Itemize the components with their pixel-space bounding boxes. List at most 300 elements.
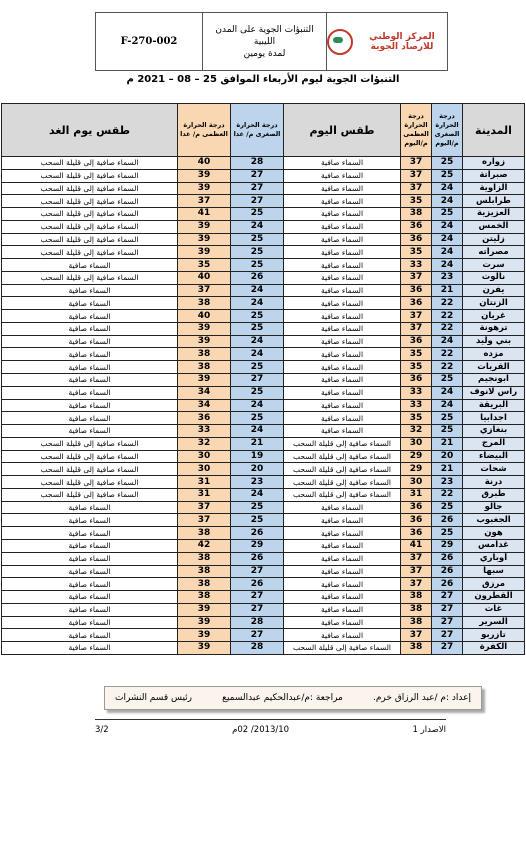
max-tomorrow-cell: 42 <box>178 539 231 552</box>
weather-today-cell: السماء صافية <box>284 195 401 208</box>
min-today-cell: 24 <box>432 233 463 246</box>
issue-date: 2013/10/ 02م <box>232 725 290 735</box>
max-today-cell: 35 <box>401 412 432 425</box>
min-today-cell: 20 <box>432 450 463 463</box>
max-tomorrow-cell: 39 <box>178 246 231 259</box>
min-today-cell: 24 <box>432 259 463 272</box>
table-row <box>2 603 525 616</box>
max-tomorrow-cell: 39 <box>178 182 231 195</box>
min-today-cell: 21 <box>432 284 463 297</box>
max-tomorrow-cell: 40 <box>178 157 231 170</box>
max-tomorrow-cell: 36 <box>178 412 231 425</box>
weather-today-cell: السماء صافية <box>284 514 401 527</box>
max-tomorrow-cell: 34 <box>178 399 231 412</box>
weather-tomorrow-cell: السماء صافية <box>2 310 178 323</box>
min-tomorrow-cell: 25 <box>231 310 284 323</box>
weather-tomorrow-cell: السماء صافية إلى قليلة السحب <box>2 463 178 476</box>
min-today-cell: 25 <box>432 157 463 170</box>
max-today-cell: 37 <box>401 578 432 591</box>
max-tomorrow-cell: 38 <box>178 527 231 540</box>
max-today-cell: 38 <box>401 616 432 629</box>
weather-today-cell: السماء صافية <box>284 348 401 361</box>
weather-tomorrow-cell: السماء صافية <box>2 386 178 399</box>
min-tomorrow-cell: 28 <box>231 157 284 170</box>
max-tomorrow-cell: 38 <box>178 297 231 310</box>
issue-number: الاصدار 1 <box>412 725 446 735</box>
weather-today-cell: السماء صافية <box>284 246 401 259</box>
max-today-cell: 36 <box>401 233 432 246</box>
city-cell: الزنتان <box>463 297 525 310</box>
min-tomorrow-cell: 29 <box>231 539 284 552</box>
weather-tomorrow-cell: السماء صافية <box>2 552 178 565</box>
city-cell: هون <box>463 527 525 540</box>
weather-tomorrow-cell: السماء صافية <box>2 361 178 374</box>
city-cell: العزيزية <box>463 208 525 221</box>
weather-today-cell: السماء صافية <box>284 374 401 387</box>
min-tomorrow-cell: 24 <box>231 220 284 233</box>
col-max-tomorrow: درجة الحرارة العظمى م/ غدا <box>178 104 231 157</box>
table-row <box>2 476 525 489</box>
weather-tomorrow-cell: السماء صافية <box>2 539 178 552</box>
max-today-cell: 37 <box>401 552 432 565</box>
max-tomorrow-cell: 35 <box>178 259 231 272</box>
max-today-cell: 37 <box>401 565 432 578</box>
min-today-cell: 25 <box>432 169 463 182</box>
table-row <box>2 220 525 233</box>
min-today-cell: 24 <box>432 386 463 399</box>
page-footer <box>95 725 446 735</box>
min-today-cell: 24 <box>432 182 463 195</box>
max-tomorrow-cell: 41 <box>178 208 231 221</box>
min-tomorrow-cell: 27 <box>231 629 284 642</box>
weather-today-cell: السماء صافية <box>284 322 401 335</box>
page-number: 3/2 <box>95 725 109 735</box>
city-cell: شحات <box>463 463 525 476</box>
table-row <box>2 361 525 374</box>
table-row <box>2 437 525 450</box>
max-today-cell: 35 <box>401 348 432 361</box>
table-row <box>2 259 525 272</box>
min-today-cell: 27 <box>432 603 463 616</box>
weather-tomorrow-cell: السماء صافية <box>2 399 178 412</box>
min-today-cell: 25 <box>432 208 463 221</box>
max-today-cell: 36 <box>401 297 432 310</box>
city-cell: زليتن <box>463 233 525 246</box>
min-tomorrow-cell: 26 <box>231 552 284 565</box>
table-row <box>2 297 525 310</box>
city-cell: ترهونة <box>463 322 525 335</box>
weather-tomorrow-cell: السماء صافية <box>2 322 178 335</box>
weather-today-cell: السماء صافية <box>284 157 401 170</box>
weather-tomorrow-cell: السماء صافية إلى قليلة السحب <box>2 488 178 501</box>
min-today-cell: 23 <box>432 271 463 284</box>
weather-today-cell: السماء صافية <box>284 335 401 348</box>
min-tomorrow-cell: 26 <box>231 527 284 540</box>
weather-today-cell: السماء صافية <box>284 552 401 565</box>
min-tomorrow-cell: 26 <box>231 578 284 591</box>
min-today-cell: 22 <box>432 297 463 310</box>
max-tomorrow-cell: 39 <box>178 220 231 233</box>
city-cell: طبرق <box>463 488 525 501</box>
city-cell: البيضاء <box>463 450 525 463</box>
city-cell: غات <box>463 603 525 616</box>
weather-tomorrow-cell: السماء صافية <box>2 412 178 425</box>
min-today-cell: 22 <box>432 322 463 335</box>
weather-today-cell: السماء صافية <box>284 565 401 578</box>
max-today-cell: 37 <box>401 271 432 284</box>
min-tomorrow-cell: 19 <box>231 450 284 463</box>
weather-tomorrow-cell: السماء صافية إلى قليلة السحب <box>2 450 178 463</box>
weather-tomorrow-cell: السماء صافية <box>2 527 178 540</box>
head-of-section: رئيس قسم النشرات <box>115 693 193 703</box>
max-tomorrow-cell: 30 <box>178 450 231 463</box>
reviewed-by: مراجعة :م/عبدالحكيم عبدالسميع <box>222 693 343 703</box>
table-row <box>2 629 525 642</box>
min-today-cell: 24 <box>432 335 463 348</box>
city-cell: مزده <box>463 348 525 361</box>
org-name: المركز الوطني للارصاد الجوية <box>369 31 435 52</box>
weather-today-cell: السماء صافية <box>284 259 401 272</box>
max-today-cell: 38 <box>401 208 432 221</box>
max-tomorrow-cell: 39 <box>178 322 231 335</box>
table-row <box>2 539 525 552</box>
table-row <box>2 157 525 170</box>
max-today-cell: 36 <box>401 220 432 233</box>
min-tomorrow-cell: 27 <box>231 169 284 182</box>
forecast-table <box>1 103 525 655</box>
min-tomorrow-cell: 26 <box>231 271 284 284</box>
table-row <box>2 450 525 463</box>
doc-title: التنبؤات الجوية ليوم الأربعاء الموافق 25 – 08 – 2021 م <box>126 74 400 85</box>
weather-tomorrow-cell: السماء صافية إلى قليلة السحب <box>2 437 178 450</box>
min-tomorrow-cell: 28 <box>231 642 284 655</box>
max-today-cell: 35 <box>401 246 432 259</box>
max-tomorrow-cell: 39 <box>178 374 231 387</box>
table-header-row <box>2 104 525 157</box>
table-row <box>2 271 525 284</box>
weather-today-cell: السماء صافية <box>284 616 401 629</box>
weather-today-cell: السماء صافية إلى قليلة السحب <box>284 437 401 450</box>
max-today-cell: 32 <box>401 425 432 438</box>
max-tomorrow-cell: 37 <box>178 501 231 514</box>
table-row <box>2 501 525 514</box>
max-today-cell: 37 <box>401 157 432 170</box>
weather-today-cell: السماء صافية <box>284 399 401 412</box>
max-today-cell: 37 <box>401 310 432 323</box>
table-row <box>2 399 525 412</box>
table-body <box>2 157 525 655</box>
table-row <box>2 374 525 387</box>
weather-tomorrow-cell: السماء صافية إلى قليلة السحب <box>2 169 178 182</box>
max-today-cell: 38 <box>401 591 432 604</box>
table-row <box>2 208 525 221</box>
max-tomorrow-cell: 38 <box>178 591 231 604</box>
max-tomorrow-cell: 39 <box>178 169 231 182</box>
min-today-cell: 27 <box>432 642 463 655</box>
max-today-cell: 36 <box>401 514 432 527</box>
col-min-tomorrow: درجة الحرارة الصغرى م/ غدا <box>231 104 284 157</box>
min-tomorrow-cell: 23 <box>231 476 284 489</box>
weather-tomorrow-cell: السماء صافية <box>2 297 178 310</box>
max-tomorrow-cell: 38 <box>178 578 231 591</box>
prepared-by: إعداد :م /عبد الرزاق خرم. <box>373 693 471 703</box>
min-tomorrow-cell: 25 <box>231 514 284 527</box>
min-today-cell: 24 <box>432 399 463 412</box>
weather-today-cell: السماء صافية إلى قليلة السحب <box>284 488 401 501</box>
table-row <box>2 578 525 591</box>
min-tomorrow-cell: 24 <box>231 425 284 438</box>
weather-today-cell: السماء صافية <box>284 501 401 514</box>
weather-today-cell: السماء صافية <box>284 425 401 438</box>
max-today-cell: 36 <box>401 374 432 387</box>
city-cell: يفرن <box>463 284 525 297</box>
weather-today-cell: السماء صافية <box>284 386 401 399</box>
max-today-cell: 33 <box>401 259 432 272</box>
city-cell: الكفرة <box>463 642 525 655</box>
document-header <box>95 12 448 71</box>
min-today-cell: 27 <box>432 629 463 642</box>
max-today-cell: 38 <box>401 642 432 655</box>
footer-divider <box>95 719 446 720</box>
table-row <box>2 552 525 565</box>
min-today-cell: 29 <box>432 539 463 552</box>
table-row <box>2 246 525 259</box>
city-cell: راس لانوف <box>463 386 525 399</box>
max-tomorrow-cell: 39 <box>178 233 231 246</box>
max-tomorrow-cell: 39 <box>178 629 231 642</box>
table-row <box>2 616 525 629</box>
max-tomorrow-cell: 32 <box>178 437 231 450</box>
weather-today-cell: السماء صافية <box>284 591 401 604</box>
col-max-today: درجة الحرارة العظمى م/اليوم <box>401 104 432 157</box>
signature-box <box>104 686 482 710</box>
weather-today-cell: السماء صافية إلى قليلة السحب <box>284 642 401 655</box>
weather-tomorrow-cell: السماء صافية إلى قليلة السحب <box>2 182 178 195</box>
max-tomorrow-cell: 38 <box>178 552 231 565</box>
max-today-cell: 35 <box>401 195 432 208</box>
table-row <box>2 514 525 527</box>
min-today-cell: 22 <box>432 488 463 501</box>
max-today-cell: 41 <box>401 539 432 552</box>
city-cell: نالوت <box>463 271 525 284</box>
max-today-cell: 37 <box>401 629 432 642</box>
table-row <box>2 412 525 425</box>
min-today-cell: 25 <box>432 374 463 387</box>
table-row <box>2 335 525 348</box>
min-tomorrow-cell: 24 <box>231 348 284 361</box>
max-tomorrow-cell: 37 <box>178 514 231 527</box>
min-tomorrow-cell: 25 <box>231 246 284 259</box>
weather-today-cell: السماء صافية إلى قليلة السحب <box>284 463 401 476</box>
city-cell: أوباري <box>463 552 525 565</box>
weather-today-cell: السماء صافية <box>284 603 401 616</box>
min-today-cell: 25 <box>432 425 463 438</box>
min-today-cell: 24 <box>432 246 463 259</box>
min-tomorrow-cell: 24 <box>231 488 284 501</box>
min-tomorrow-cell: 21 <box>231 437 284 450</box>
min-tomorrow-cell: 24 <box>231 335 284 348</box>
min-today-cell: 26 <box>432 578 463 591</box>
min-tomorrow-cell: 25 <box>231 322 284 335</box>
min-tomorrow-cell: 25 <box>231 361 284 374</box>
max-tomorrow-cell: 40 <box>178 310 231 323</box>
max-today-cell: 37 <box>401 182 432 195</box>
weather-tomorrow-cell: السماء صافية <box>2 259 178 272</box>
max-tomorrow-cell: 30 <box>178 463 231 476</box>
city-cell: السرير <box>463 616 525 629</box>
weather-tomorrow-cell: السماء صافية إلى قليلة السحب <box>2 233 178 246</box>
city-cell: مرزق <box>463 578 525 591</box>
min-tomorrow-cell: 27 <box>231 591 284 604</box>
city-cell: درنة <box>463 476 525 489</box>
city-cell: زواره <box>463 157 525 170</box>
weather-today-cell: السماء صافية <box>284 169 401 182</box>
table-row <box>2 348 525 361</box>
min-tomorrow-cell: 25 <box>231 259 284 272</box>
max-today-cell: 36 <box>401 335 432 348</box>
min-tomorrow-cell: 20 <box>231 463 284 476</box>
min-today-cell: 22 <box>432 348 463 361</box>
weather-today-cell: السماء صافية <box>284 310 401 323</box>
max-tomorrow-cell: 39 <box>178 642 231 655</box>
min-tomorrow-cell: 24 <box>231 399 284 412</box>
header-title-block <box>202 13 326 70</box>
col-min-today: درجة الحرارة الصغرى م/اليوم <box>432 104 463 157</box>
min-today-cell: 26 <box>432 552 463 565</box>
weather-today-cell: السماء صافية <box>284 361 401 374</box>
min-today-cell: 25 <box>432 501 463 514</box>
min-tomorrow-cell: 25 <box>231 412 284 425</box>
table-row <box>2 310 525 323</box>
max-tomorrow-cell: 31 <box>178 488 231 501</box>
weather-today-cell: السماء صافية <box>284 578 401 591</box>
city-cell: الزاوية <box>463 182 525 195</box>
table-row <box>2 195 525 208</box>
weather-tomorrow-cell: السماء صافية <box>2 374 178 387</box>
city-cell: ابونجيم <box>463 374 525 387</box>
city-cell: بنغازي <box>463 425 525 438</box>
table-row <box>2 488 525 501</box>
weather-today-cell: السماء صافية <box>284 527 401 540</box>
weather-today-cell: السماء صافية <box>284 208 401 221</box>
weather-tomorrow-cell: السماء صافية <box>2 425 178 438</box>
min-tomorrow-cell: 25 <box>231 386 284 399</box>
table-row <box>2 284 525 297</box>
col-weather-tomorrow: طقس يوم الغد <box>2 104 178 157</box>
weather-tomorrow-cell: السماء صافية إلى قليلة السحب <box>2 271 178 284</box>
table-row <box>2 386 525 399</box>
weather-today-cell: السماء صافية <box>284 233 401 246</box>
max-today-cell: 37 <box>401 322 432 335</box>
weather-tomorrow-cell: السماء صافية <box>2 501 178 514</box>
weather-tomorrow-cell: السماء صافية <box>2 284 178 297</box>
city-cell: مصراته <box>463 246 525 259</box>
min-tomorrow-cell: 27 <box>231 603 284 616</box>
table-row <box>2 527 525 540</box>
city-cell: غدامس <box>463 539 525 552</box>
max-tomorrow-cell: 38 <box>178 348 231 361</box>
table-row <box>2 425 525 438</box>
min-today-cell: 27 <box>432 591 463 604</box>
weather-today-cell: السماء صافية إلى قليلة السحب <box>284 450 401 463</box>
form-code: F-270-002 <box>120 36 178 47</box>
city-cell: سرت <box>463 259 525 272</box>
col-city: المدينة <box>463 104 525 157</box>
weather-today-cell: السماء صافية <box>284 412 401 425</box>
weather-today-cell: السماء صافية <box>284 182 401 195</box>
weather-tomorrow-cell: السماء صافية <box>2 591 178 604</box>
max-tomorrow-cell: 34 <box>178 386 231 399</box>
min-today-cell: 23 <box>432 476 463 489</box>
weather-tomorrow-cell: السماء صافية <box>2 603 178 616</box>
table-row <box>2 182 525 195</box>
weather-tomorrow-cell: السماء صافية <box>2 578 178 591</box>
city-cell: سبها <box>463 565 525 578</box>
max-tomorrow-cell: 31 <box>178 476 231 489</box>
table-row <box>2 169 525 182</box>
max-today-cell: 30 <box>401 437 432 450</box>
weather-today-cell: السماء صافية <box>284 284 401 297</box>
table-row <box>2 591 525 604</box>
city-cell: المرج <box>463 437 525 450</box>
city-cell: صبراتة <box>463 169 525 182</box>
max-today-cell: 36 <box>401 501 432 514</box>
max-today-cell: 33 <box>401 399 432 412</box>
min-tomorrow-cell: 25 <box>231 501 284 514</box>
table-row <box>2 463 525 476</box>
min-tomorrow-cell: 25 <box>231 233 284 246</box>
min-tomorrow-cell: 27 <box>231 195 284 208</box>
min-tomorrow-cell: 27 <box>231 565 284 578</box>
max-tomorrow-cell: 39 <box>178 603 231 616</box>
weather-tomorrow-cell: السماء صافية <box>2 348 178 361</box>
weather-tomorrow-cell: السماء صافية إلى قليلة السحب <box>2 157 178 170</box>
weather-today-cell: السماء صافية <box>284 220 401 233</box>
max-today-cell: 29 <box>401 450 432 463</box>
min-today-cell: 22 <box>432 310 463 323</box>
min-today-cell: 25 <box>432 412 463 425</box>
max-tomorrow-cell: 33 <box>178 425 231 438</box>
min-tomorrow-cell: 24 <box>231 297 284 310</box>
city-cell: القطرون <box>463 591 525 604</box>
weather-tomorrow-cell: السماء صافية <box>2 565 178 578</box>
max-tomorrow-cell: 38 <box>178 361 231 374</box>
weather-tomorrow-cell: السماء صافية إلى قليلة السحب <box>2 195 178 208</box>
max-today-cell: 30 <box>401 476 432 489</box>
table-row <box>2 642 525 655</box>
col-weather-today: طقس اليوم <box>284 104 401 157</box>
max-today-cell: 33 <box>401 386 432 399</box>
max-today-cell: 36 <box>401 284 432 297</box>
weather-tomorrow-cell: السماء صافية إلى قليلة السحب <box>2 246 178 259</box>
city-cell: بني وليد <box>463 335 525 348</box>
city-cell: جالو <box>463 501 525 514</box>
header-title-line2: لمدة يومين <box>243 48 286 59</box>
max-today-cell: 31 <box>401 488 432 501</box>
city-cell: البريقة <box>463 399 525 412</box>
min-tomorrow-cell: 24 <box>231 284 284 297</box>
max-today-cell: 35 <box>401 361 432 374</box>
weather-tomorrow-cell: السماء صافية <box>2 514 178 527</box>
city-cell: تازربو <box>463 629 525 642</box>
max-tomorrow-cell: 39 <box>178 335 231 348</box>
min-today-cell: 22 <box>432 361 463 374</box>
table-row <box>2 565 525 578</box>
city-cell: اجدابيا <box>463 412 525 425</box>
weather-tomorrow-cell: السماء صافية <box>2 642 178 655</box>
min-today-cell: 26 <box>432 565 463 578</box>
min-today-cell: 26 <box>432 514 463 527</box>
